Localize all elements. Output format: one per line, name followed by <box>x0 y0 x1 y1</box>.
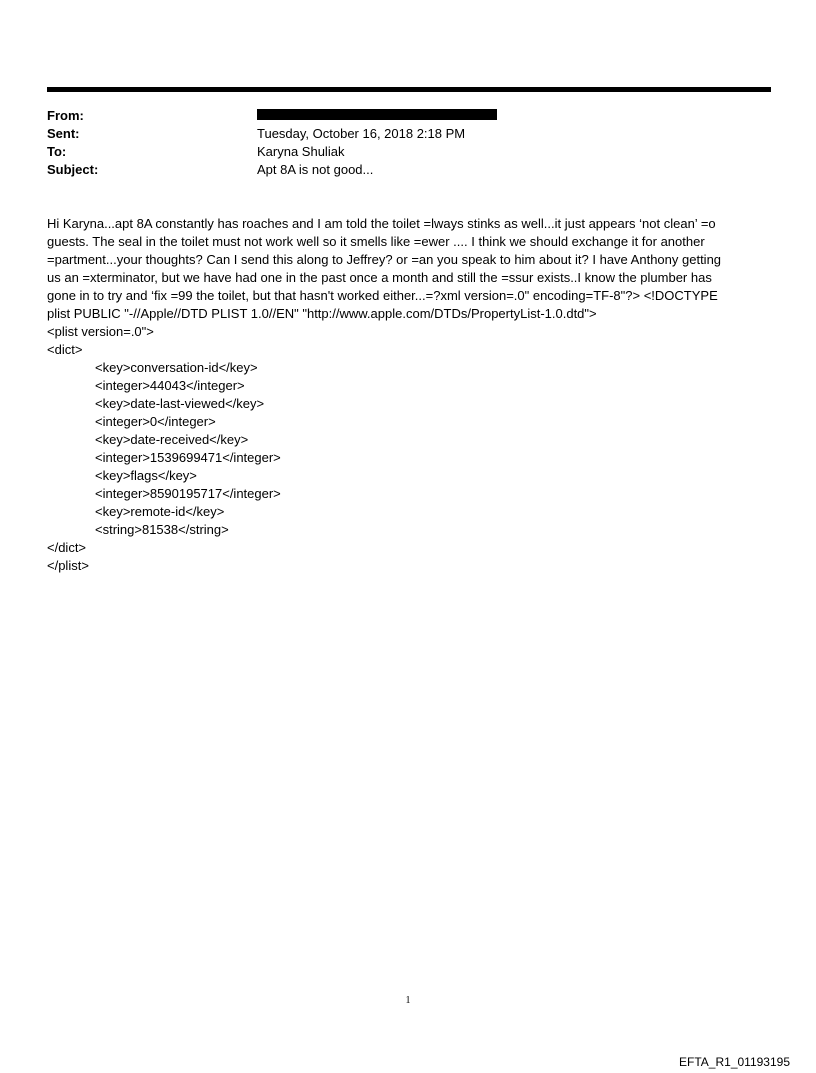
plist-close: </plist> <box>47 558 89 573</box>
from-label: From: <box>47 108 84 123</box>
from-value <box>257 107 767 125</box>
redaction-bar <box>257 109 497 120</box>
plist-entry: <string>81538</string> <box>95 522 229 537</box>
plist-entry: <integer>0</integer> <box>95 414 216 429</box>
to-label: To: <box>47 144 67 159</box>
subject-label: Subject: <box>47 162 99 177</box>
dict-close: </dict> <box>47 540 87 555</box>
body-line: plist PUBLIC "-//Apple//DTD PLIST 1.0//EN" "http://www.apple.com/DTDs/PropertyList-1.0.dtd"> <box>47 306 597 321</box>
from-row <box>47 107 767 125</box>
plist-entry: <key>remote-id</key> <box>95 504 225 519</box>
plist-entry: <key>flags</key> <box>95 468 197 483</box>
plist-entry: <key>date-last-viewed</key> <box>95 396 265 411</box>
sent-row <box>47 125 767 143</box>
plist-entry: <integer>44043</integer> <box>95 378 245 393</box>
dict-open: <dict> <box>47 342 83 357</box>
sent-label: Sent: <box>47 126 80 141</box>
plist-entry: <key>conversation-id</key> <box>95 360 258 375</box>
plist-open: <plist version=.0"> <box>47 324 154 339</box>
body-line: gone in to try and ‘fix =99 the toilet, but that hasn't worked either...=?xml version=.0" encoding=TF-8"?> <!DOCTYPE <box>47 288 718 303</box>
subject-value: Apt 8A is not good... <box>257 162 374 177</box>
subject-row <box>47 161 767 179</box>
to-value: Karyna Shuliak <box>257 144 345 159</box>
body-line: guests. The seal in the toilet must not work well so it smells like =ewer .... I think we should exchange it for another <box>47 234 705 249</box>
header-rule <box>47 87 771 92</box>
body-line: us an =xterminator, but we have had one in the past once a month and still the =ssur exists..I know the plumber has <box>47 270 712 285</box>
email-header <box>47 107 767 179</box>
plist-entry: <integer>1539699471</integer> <box>95 450 281 465</box>
email-body <box>47 215 767 575</box>
sent-value: Tuesday, October 16, 2018 2:18 PM <box>257 126 466 141</box>
page-number: 1 <box>405 995 411 1006</box>
body-line: Hi Karyna...apt 8A constantly has roaches and I am told the toilet =lways stinks as well...it just appears ‘not clean’ =o <box>47 216 716 231</box>
to-row <box>47 143 767 161</box>
plist-entry: <key>date-received</key> <box>95 432 249 447</box>
document-id: EFTA_R1_01193195 <box>679 1055 790 1069</box>
body-line: =partment...your thoughts? Can I send this along to Jeffrey? or =an you speak to him about it? I have Anthony getting <box>47 252 722 267</box>
plist-entry: <integer>8590195717</integer> <box>95 486 281 501</box>
